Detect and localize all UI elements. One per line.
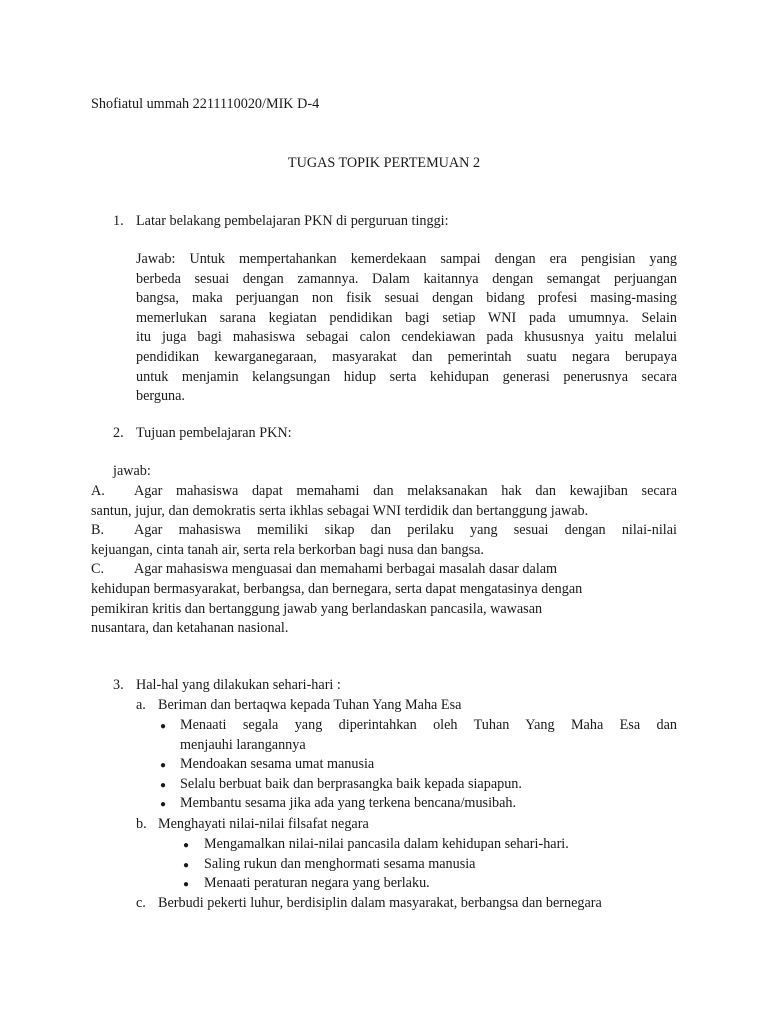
q3a-bullets xyxy=(158,716,677,814)
q3a-title: Beriman dan bertaqwa kepada Tuhan Yang Maha Esa xyxy=(158,697,462,713)
bullet-dot-icon: ● xyxy=(160,799,167,811)
q2-item-b xyxy=(91,521,677,560)
q3a-bullet-item xyxy=(158,794,677,814)
bullet-dot-icon: ● xyxy=(183,879,190,891)
bullet-text-line: Menaati peraturan negara yang berlaku. xyxy=(204,875,430,892)
q1-question: Latar belakang pembelajaran PKN di perguruan tinggi: xyxy=(136,213,449,229)
q1-answer-line: berguna. xyxy=(136,388,185,405)
q3-number: 3. xyxy=(113,677,124,693)
q3b-bullet-item xyxy=(181,874,677,894)
q2-item-first-line: Agar mahasiswa menguasai dan memahami berbagai masalah dasar dalam xyxy=(134,561,558,578)
q2-item-letter: C. xyxy=(91,561,105,578)
q1-answer-line: berbeda sesuai dengan zamannya. Dalam kaitannya dengan semangat perjuangan xyxy=(136,270,677,287)
bullet-text-line: Mendoakan sesama umat manusia xyxy=(180,756,375,773)
q2-item-first-line: Agar mahasiswa memiliki sikap dan perilaku yang sesuai dengan nilai-nilai xyxy=(134,522,677,539)
bullet-text-line: Saling rukun dan menghormati sesama manusia xyxy=(204,855,476,872)
q2-item-letter: A. xyxy=(91,483,105,499)
q3b-letter: b. xyxy=(136,816,147,832)
q2-item-letter: B. xyxy=(91,522,105,539)
bullet-dot-icon: ● xyxy=(183,840,190,851)
author-line: Shofiatul ummah 2211110020/MIK D-4 xyxy=(91,96,320,112)
bullet-text-line: Selalu berbuat baik dan berprasangka baik kepada siapapun. xyxy=(180,775,522,792)
bullet-text-line: menjauhi larangannya xyxy=(180,736,306,753)
q3b-title: Menghayati nilai-nilai filsafat negara xyxy=(158,816,369,832)
q2-question: Tujuan pembelajaran PKN: xyxy=(136,425,292,441)
q2-item-first-line: Agar mahasiswa dapat memahami dan melaksanakan hak dan kewajiban secara xyxy=(134,483,677,499)
q3a-letter: a. xyxy=(136,697,146,713)
q1-answer-line: bangsa, maka perjuangan non fisik sesuai dengan bidang profesi masing-masing xyxy=(136,290,677,307)
q3c-title: Berbudi pekerti luhur, berdisiplin dalam masyarakat, berbangsa dan bernegara xyxy=(158,895,602,911)
q1-answer xyxy=(136,250,677,407)
q2-item-c xyxy=(91,560,677,638)
q3b-bullet-item xyxy=(181,855,677,875)
q3c-letter: c. xyxy=(136,895,146,911)
bullet-text-line: Mengamalkan nilai-nilai pancasila dalam kehidupan sehari-hari. xyxy=(204,836,569,852)
bullet-text-line: Membantu sesama jika ada yang terkena bencana/musibah. xyxy=(180,795,517,812)
q2-answer-items xyxy=(91,482,677,639)
q2-item-line: santun, jujur, dan demokratis serta ikhlas sebagai WNI terdidik dan bertanggung jawab. xyxy=(91,502,589,519)
q2-item-line: kejuangan, cinta tanah air, serta rela berkorban bagi nusa dan bangsa. xyxy=(91,541,484,558)
q1-answer-line: memerlukan sarana kegiatan pendidikan bagi setiap WNI pada umumnya. Selain xyxy=(136,309,677,326)
q3-question: Hal-hal yang dilakukan sehari-hari : xyxy=(136,677,341,693)
q2-item-line: pemikiran kritis dan bertanggung jawab yang berlandaskan pancasila, wawasan xyxy=(91,600,543,617)
q3a-bullet-item xyxy=(158,755,677,775)
q2-item-line: kehidupan bermasyarakat, berbangsa, dan bernegara, serta dapat mengatasinya dengan xyxy=(91,580,583,597)
bullet-dot-icon: ● xyxy=(183,859,190,871)
bullet-dot-icon: ● xyxy=(160,721,167,732)
q3a-bullet-item xyxy=(158,716,677,755)
q3b-bullet-item xyxy=(181,835,677,855)
q1-number: 1. xyxy=(113,213,124,229)
q2-item-a xyxy=(91,482,677,521)
q1-answer-line: untuk menjamin kelangsungan hidup serta kehidupan generasi penerusnya secara xyxy=(136,368,677,385)
q2-answer-label: jawab: xyxy=(113,463,151,479)
q1-answer-line: itu juga bagi mahasiswa sebagai calon cendekiawan pada khususnya yaitu melalui xyxy=(136,329,677,346)
q2-number: 2. xyxy=(113,425,124,441)
q3b-bullets xyxy=(181,835,677,894)
bullet-text-line: Menaati segala yang diperintahkan oleh Tuhan Yang Maha Esa dan xyxy=(180,717,677,733)
bullet-dot-icon: ● xyxy=(160,760,167,772)
bullet-dot-icon: ● xyxy=(160,779,167,791)
q2-item-line: nusantara, dan ketahanan nasional. xyxy=(91,620,289,637)
q3a-bullet-item xyxy=(158,775,677,795)
q1-answer-line: Jawab: Untuk mempertahankan kemerdekaan sampai dengan era pengisian yang xyxy=(136,251,677,267)
document-title: TUGAS TOPIK PERTEMUAN 2 xyxy=(287,155,481,171)
q1-answer-line: pendidikan kewarganegaraan, masyarakat dan pemerintah suatu negara berupaya xyxy=(136,348,677,365)
